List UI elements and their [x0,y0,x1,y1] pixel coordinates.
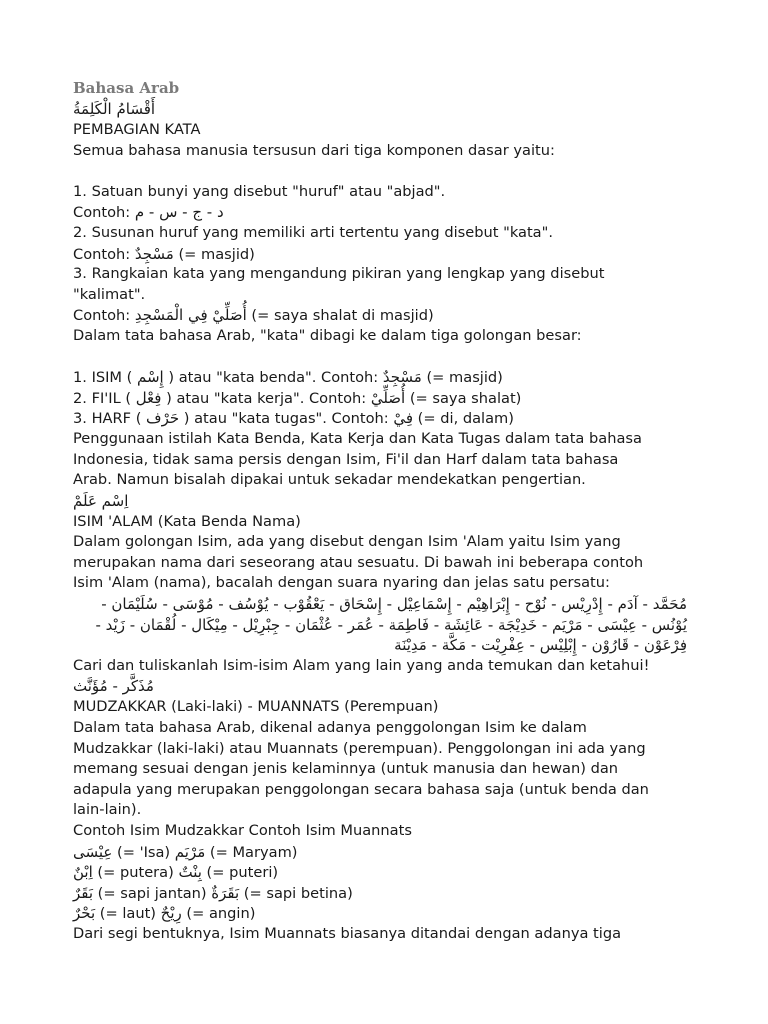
arabic-text: أُصَلِّيْ فِي الْمَسْجِدِ [134,306,247,325]
latin-text: Contoh: [73,204,135,222]
latin-text: 2. FI'IL ( [73,389,136,407]
text-line: Dalam tata bahasa Arab, "kata" dibagi ke dalam tiga golongan besar: [73,326,582,344]
mixed-text-line [73,305,713,326]
latin-text: (= angin) [181,905,256,923]
latin-text: ) atau "kata benda". Contoh: [163,369,383,387]
latin-text: 3. HARF ( [73,410,147,428]
text-line: ISIM 'ALAM (Kata Benda Nama) [73,512,301,530]
text-line: lain-lain). [73,801,142,819]
latin-text: (= laut) [95,905,161,923]
arabic-text: اِبْنٌ [73,863,93,882]
arabic-text: حَرْف [146,409,180,428]
arabic-text: أَقْسَامُ الْكَلِمَةُ [73,100,156,118]
mixed-text-line [73,842,713,863]
text-line: Isim 'Alam (nama), bacalah dengan suara nyaring dan jelas satu persatu: [73,574,610,592]
latin-text: (= sapi betina) [239,884,353,902]
arabic-text: مَسْجِدٌ [134,244,174,263]
arabic-heading [73,491,713,512]
arabic-text: مَسْجِدٌ [382,368,422,387]
arabic-text: إِسْم [137,368,164,387]
text-line: 3. Rangkaian kata yang mengandung pikiran yang lengkap yang disebut [73,265,605,283]
blank-line [73,161,713,182]
text-line: merupakan nama dari seseorang atau sesuatu. Di bawah ini beberapa contoh [73,553,644,571]
arabic-text: بَقَرَةٌ [211,883,240,902]
mixed-text-line [73,883,713,904]
text-line: Indonesia, tidak sama persis dengan Isim, Fi'il dan Harf dalam tata bahasa [73,450,619,468]
latin-text: (= saya shalat) [405,389,522,407]
mixed-text-line [73,862,713,883]
latin-text: (= sapi jantan) [93,884,212,902]
latin-text: (= di, dalam) [413,410,514,428]
latin-text: Contoh: [73,245,135,263]
arabic-text: فِيْ [393,409,414,428]
arabic-text: رِيْحٌ [160,904,182,923]
arabic-text: بِنْتٌ [178,863,202,882]
mixed-text-line [73,903,713,924]
arabic-text: مُذَكَّر - مُؤَنَّث [73,677,154,696]
arabic-name-list: مُحَمَّد - آدَم - إِدْرِيْس - نُوْح - إِبْرَاهِيْم - إِسْمَاعِيْل - إِسْحَاق - يَعْقُوْب - يُوْسُف - مُوْسَى - سُلَيْمَان - [101,595,687,614]
latin-text: (= masjid) [421,369,503,387]
arabic-name-list: فِرْعَوْن - قَارُوْن - إِبْلِيْس - عِفْرِيْت - مَكَّة - مَدِيْنَة [394,636,687,655]
text-line: memang sesuai dengan jenis kelaminnya (untuk manusia dan hewan) dan [73,760,619,778]
latin-text: (= putera) [92,864,179,882]
latin-text: (= Maryam) [205,843,298,861]
arabic-name-list: يُوْنُس - عِيْسَى - مَرْيَم - خَدِيْجَة - عَائِشَة - فَاطِمَة - عُمَر - عُثْمَان - جِبْرِيْل - مِيْكَال - لُقْمَان - زَيْد - [95,615,687,634]
mixed-text-line [73,408,713,429]
latin-text: (= masjid) [173,245,255,263]
text-line: Dari segi bentuknya, Isim Muannats biasanya ditandai dengan adanya tiga [73,924,622,942]
mixed-text-line [73,244,713,265]
text-line: Semua bahasa manusia tersusun dari tiga komponen dasar yaitu: [73,141,555,159]
text-line: Dalam tata bahasa Arab, dikenal adanya penggolongan Isim ke dalam [73,719,587,737]
text-line: 2. Susunan huruf yang memiliki arti tertentu yang disebut "kata". [73,223,553,241]
latin-text: Contoh: [73,307,135,325]
arabic-text: عِيْسَى [73,842,113,861]
arabic-text: بَحْرٌ [73,904,96,923]
latin-text: ) atau "kata tugas". Contoh: [179,410,394,428]
latin-text: (= puteri) [201,864,279,882]
text-line: "kalimat". [73,285,146,303]
text-line: PEMBAGIAN KATA [73,121,201,138]
text-line: Arab. Namun bisalah dipakai untuk sekadar mendekatkan pengertian. [73,471,586,489]
text-line: Cari dan tuliskanlah Isim-isim Alam yang lain yang anda temukan dan ketahui! [73,656,650,674]
document-title: Bahasa Arab [73,79,180,97]
document-body [73,99,713,945]
arabic-heading [73,676,713,697]
mixed-text-line [73,202,713,223]
arabic-text: فِعْل [135,388,162,407]
text-line: Penggunaan istilah Kata Benda, Kata Kerja dan Kata Tugas dalam tata bahasa [73,429,642,447]
text-line: 1. Satuan bunyi yang disebut "huruf" atau "abjad". [73,182,446,200]
arabic-heading [73,99,713,120]
latin-text: (= 'Isa) [112,843,175,861]
latin-text: 1. ISIM ( [73,369,137,387]
mixed-text-line [73,388,713,409]
text-line: Dalam golongan Isim, ada yang disebut dengan Isim 'Alam yaitu Isim yang [73,533,621,551]
latin-text: ) atau "kata kerja". Contoh: [161,389,371,407]
arabic-text: اِسْم عَلَمْ [73,491,129,510]
arabic-text: أُصَلِّيْ [370,388,406,407]
arabic-text: بَقَرٌ [73,883,94,902]
arabic-text: د - ج - س - م [134,203,224,222]
text-line: Mudzakkar (laki-laki) atau Muannats (perempuan). Penggolongan ini ada yang [73,739,646,757]
text-line: adapula yang merupakan penggolongan secara bahasa saja (untuk benda dan [73,780,649,798]
text-line: MUDZAKKAR (Laki-laki) - MUANNATS (Perempuan) [73,698,439,716]
document-page [73,78,713,945]
arabic-text: مَرْيَم [174,842,206,861]
text-line: Contoh Isim Mudzakkar Contoh Isim Muannats [73,822,412,839]
latin-text: (= saya shalat di masjid) [246,307,434,325]
blank-line [73,347,713,368]
mixed-text-line [73,367,713,388]
